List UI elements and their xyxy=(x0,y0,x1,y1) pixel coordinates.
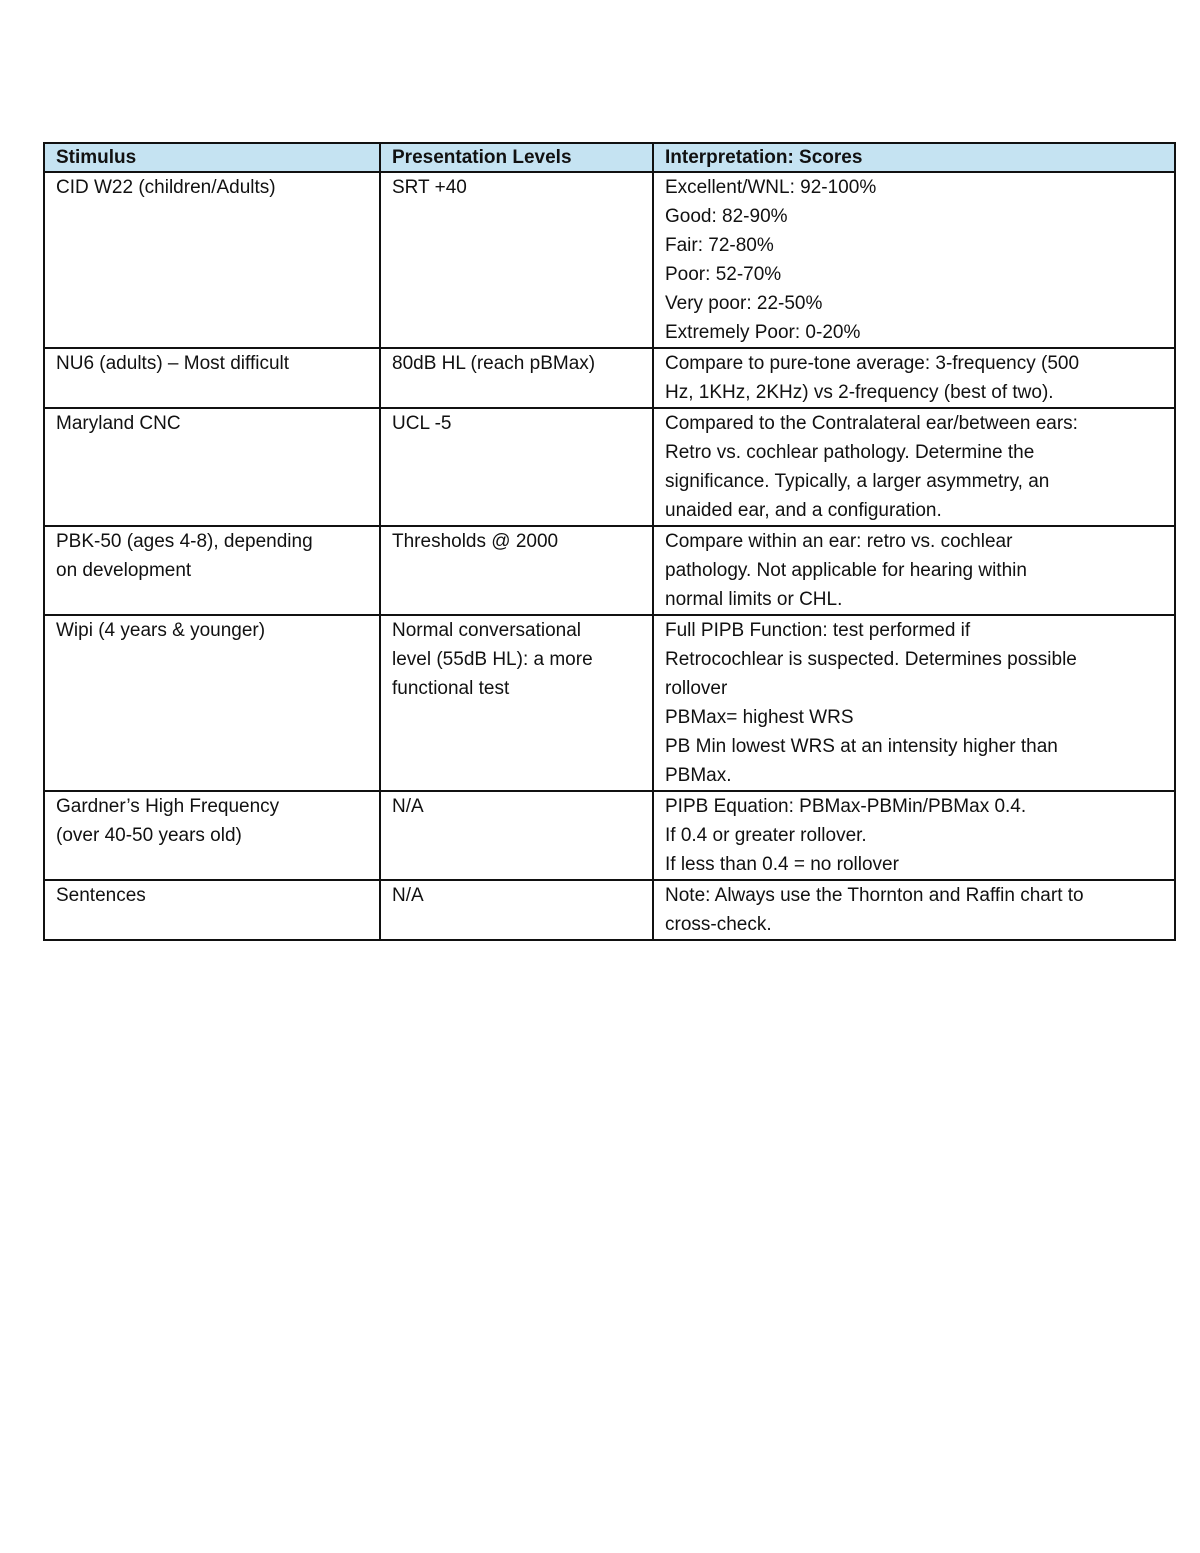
cell-presentation-level xyxy=(380,615,653,791)
table-header xyxy=(44,143,1175,172)
cell-text-line: PB Min lowest WRS at an intensity higher than xyxy=(665,736,1058,757)
cell-stimulus xyxy=(44,348,380,408)
cell-text-line: Retro vs. cochlear pathology. Determine the xyxy=(665,442,1035,463)
cell-interpretation xyxy=(653,526,1175,615)
cell-interpretation xyxy=(653,348,1175,408)
cell-interpretation xyxy=(653,615,1175,791)
cell-text-line: cross-check. xyxy=(665,914,772,935)
cell-text-line: PBMax= highest WRS xyxy=(665,707,854,728)
cell-text-line: N/A xyxy=(392,796,424,817)
cell-text-line: NU6 (adults) – Most difficult xyxy=(56,353,290,374)
cell-presentation-level xyxy=(380,526,653,615)
cell-text-line: Wipi (4 years & younger) xyxy=(56,620,266,641)
cell-text-line: If less than 0.4 = no rollover xyxy=(665,854,899,875)
cell-text-line: normal limits or CHL. xyxy=(665,589,843,610)
cell-text-line: (over 40-50 years old) xyxy=(56,825,242,846)
cell-presentation-level xyxy=(380,348,653,408)
cell-text-line: PBK-50 (ages 4-8), depending xyxy=(56,531,313,552)
cell-stimulus xyxy=(44,791,380,880)
cell-text-line: functional test xyxy=(392,678,510,699)
cell-text-line: Thresholds @ 2000 xyxy=(392,531,559,552)
cell-text-line: Hz, 1KHz, 2KHz) vs 2-frequency (best of two). xyxy=(665,382,1054,403)
speech-test-table xyxy=(43,142,1176,941)
cell-text-line: Very poor: 22-50% xyxy=(665,293,823,314)
table-row xyxy=(44,615,1175,791)
cell-text-line: Excellent/WNL: 92-100% xyxy=(665,177,877,198)
cell-text-line: 80dB HL (reach pBMax) xyxy=(392,353,596,374)
cell-text-line: Extremely Poor: 0-20% xyxy=(665,322,861,343)
cell-text-line: N/A xyxy=(392,885,424,906)
cell-stimulus xyxy=(44,172,380,348)
cell-text-line: rollover xyxy=(665,678,728,699)
cell-text-line: SRT +40 xyxy=(392,177,467,198)
cell-text-line: on development xyxy=(56,560,192,581)
cell-interpretation xyxy=(653,172,1175,348)
cell-text-line: UCL -5 xyxy=(392,413,452,434)
table-row xyxy=(44,172,1175,348)
header-stimulus: Stimulus xyxy=(44,143,380,172)
cell-stimulus xyxy=(44,408,380,526)
cell-presentation-level xyxy=(380,172,653,348)
cell-text-line: Note: Always use the Thornton and Raffin chart to xyxy=(665,885,1084,906)
cell-text-line: unaided ear, and a configuration. xyxy=(665,500,942,521)
table-row xyxy=(44,880,1175,940)
cell-text-line: Sentences xyxy=(56,885,146,906)
cell-presentation-level xyxy=(380,408,653,526)
cell-interpretation xyxy=(653,880,1175,940)
cell-text-line: PIPB Equation: PBMax-PBMin/PBMax 0.4. xyxy=(665,796,1027,817)
cell-text-line: significance. Typically, a larger asymmetry, an xyxy=(665,471,1050,492)
header-interpretation-scores: Interpretation: Scores xyxy=(653,143,1175,172)
cell-text-line: Compare to pure-tone average: 3-frequency (500 xyxy=(665,353,1080,374)
cell-text-line: level (55dB HL): a more xyxy=(392,649,593,670)
cell-stimulus xyxy=(44,880,380,940)
cell-text-line: Fair: 72-80% xyxy=(665,235,774,256)
table-row xyxy=(44,791,1175,880)
cell-text-line: Compare within an ear: retro vs. cochlear xyxy=(665,531,1013,552)
cell-interpretation xyxy=(653,791,1175,880)
cell-text-line: pathology. Not applicable for hearing within xyxy=(665,560,1027,581)
cell-text-line: Poor: 52-70% xyxy=(665,264,782,285)
cell-text-line: Full PIPB Function: test performed if xyxy=(665,620,971,641)
cell-interpretation xyxy=(653,408,1175,526)
table-row xyxy=(44,348,1175,408)
cell-text-line: Good: 82-90% xyxy=(665,206,788,227)
cell-stimulus xyxy=(44,615,380,791)
header-presentation-levels: Presentation Levels xyxy=(380,143,653,172)
cell-stimulus xyxy=(44,526,380,615)
header-row xyxy=(44,143,1175,172)
table-row xyxy=(44,526,1175,615)
cell-text-line: If 0.4 or greater rollover. xyxy=(665,825,867,846)
cell-text-line: Normal conversational xyxy=(392,620,582,641)
cell-text-line: Maryland CNC xyxy=(56,413,181,434)
cell-presentation-level xyxy=(380,791,653,880)
cell-text-line: Gardner’s High Frequency xyxy=(56,796,280,817)
cell-text-line: Compared to the Contralateral ear/between ears: xyxy=(665,413,1078,434)
table-row xyxy=(44,408,1175,526)
cell-presentation-level xyxy=(380,880,653,940)
cell-text-line: PBMax. xyxy=(665,765,732,786)
table-body xyxy=(44,172,1175,940)
cell-text-line: Retrocochlear is suspected. Determines possible xyxy=(665,649,1077,670)
cell-text-line: CID W22 (children/Adults) xyxy=(56,177,276,198)
